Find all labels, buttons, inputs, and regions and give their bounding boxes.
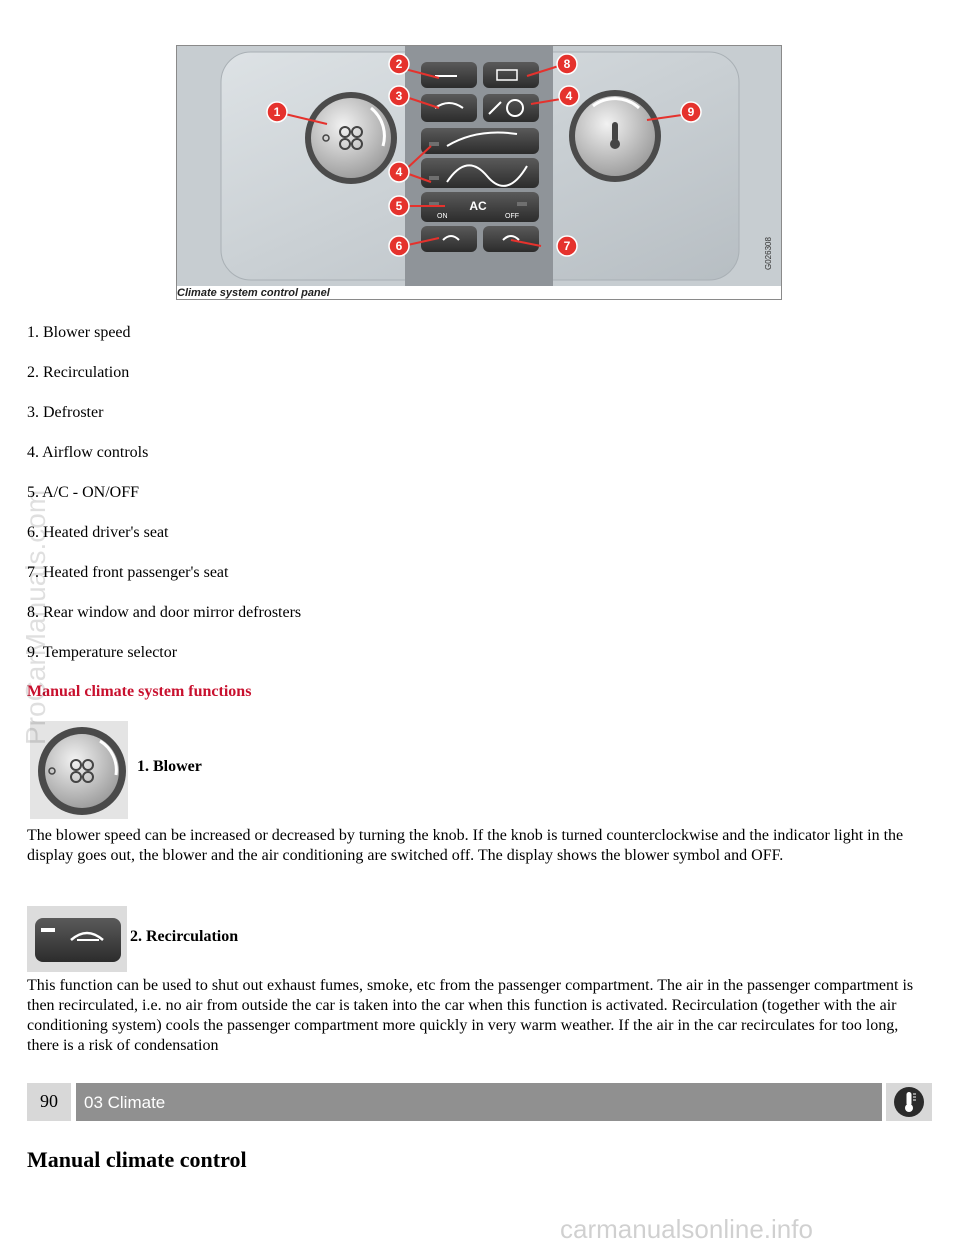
subsection-heading-recirculation: 2. Recirculation [130,928,239,945]
thermometer-icon [886,1083,932,1121]
list-item: 7. Heated front passenger's seat [27,564,229,581]
page-number: 90 [27,1083,71,1121]
climate-panel-illustration [177,46,781,286]
ac-label: AC [469,199,487,213]
recirculation-button-thumbnail [27,906,127,972]
bottom-watermark: carmanualsonline.info [560,1214,813,1244]
list-item: 5. A/C - ON/OFF [27,484,140,501]
page-heading: Manual climate control [27,1147,247,1172]
blower-speed-knob [305,92,397,184]
callout-7: 7 [563,239,571,253]
paragraph-recirculation: This function can be used to shut out exhaust fumes, smoke, etc from the passenger compartment. The air in the passenger compartment is then recirculated, i.e. no air from outside the car is taken into the car when this function is activated. Recirculation (together with the air conditioning system) cools the passenger compartment more quickly in very warm weather. If the air in the car recirculates for too long, there is a risk of condensation [27,977,914,1054]
chapter-title: 03 Climate [76,1083,882,1121]
list-item: 2. Recirculation [27,364,130,381]
section-title: Manual climate system functions [27,683,252,700]
list-item: 3. Defroster [27,404,104,421]
callout-1: 1 [273,105,281,119]
ac-off-label: OFF [505,213,519,220]
side-watermark: ProCarManuals.com [20,489,51,745]
chapter-icon-box [886,1083,932,1121]
callout-3: 3 [395,89,403,103]
callout-5: 5 [395,199,403,213]
paragraph-blower: The blower speed can be increased or decreased by turning the knob. If the knob is turned counterclockwise and the indicator light in the display goes out, the blower and the air conditioning are switched off. The display shows the blower symbol and OFF. [27,827,904,864]
list-item: 9. Temperature selector [27,644,178,661]
list-item: 1. Blower speed [27,324,131,341]
figure-caption: Climate system control panel [177,287,330,299]
callout-9: 9 [687,105,695,119]
subsection-heading-blower: 1. Blower [137,758,202,775]
list-item: 4. Airflow controls [27,444,149,461]
climate-panel-figure [176,45,782,300]
callout-2: 2 [395,57,403,71]
list-item: 6. Heated driver's seat [27,524,169,541]
ac-on-label: ON [437,213,448,220]
callout-8: 8 [563,57,571,71]
temperature-knob [569,90,661,182]
callout-4: 4 [395,165,403,179]
callout-6: 6 [395,239,403,253]
callout-4b: 4 [565,89,573,103]
image-code: G026308 [764,237,773,270]
list-item: 8. Rear window and door mirror defrosters [27,604,302,621]
